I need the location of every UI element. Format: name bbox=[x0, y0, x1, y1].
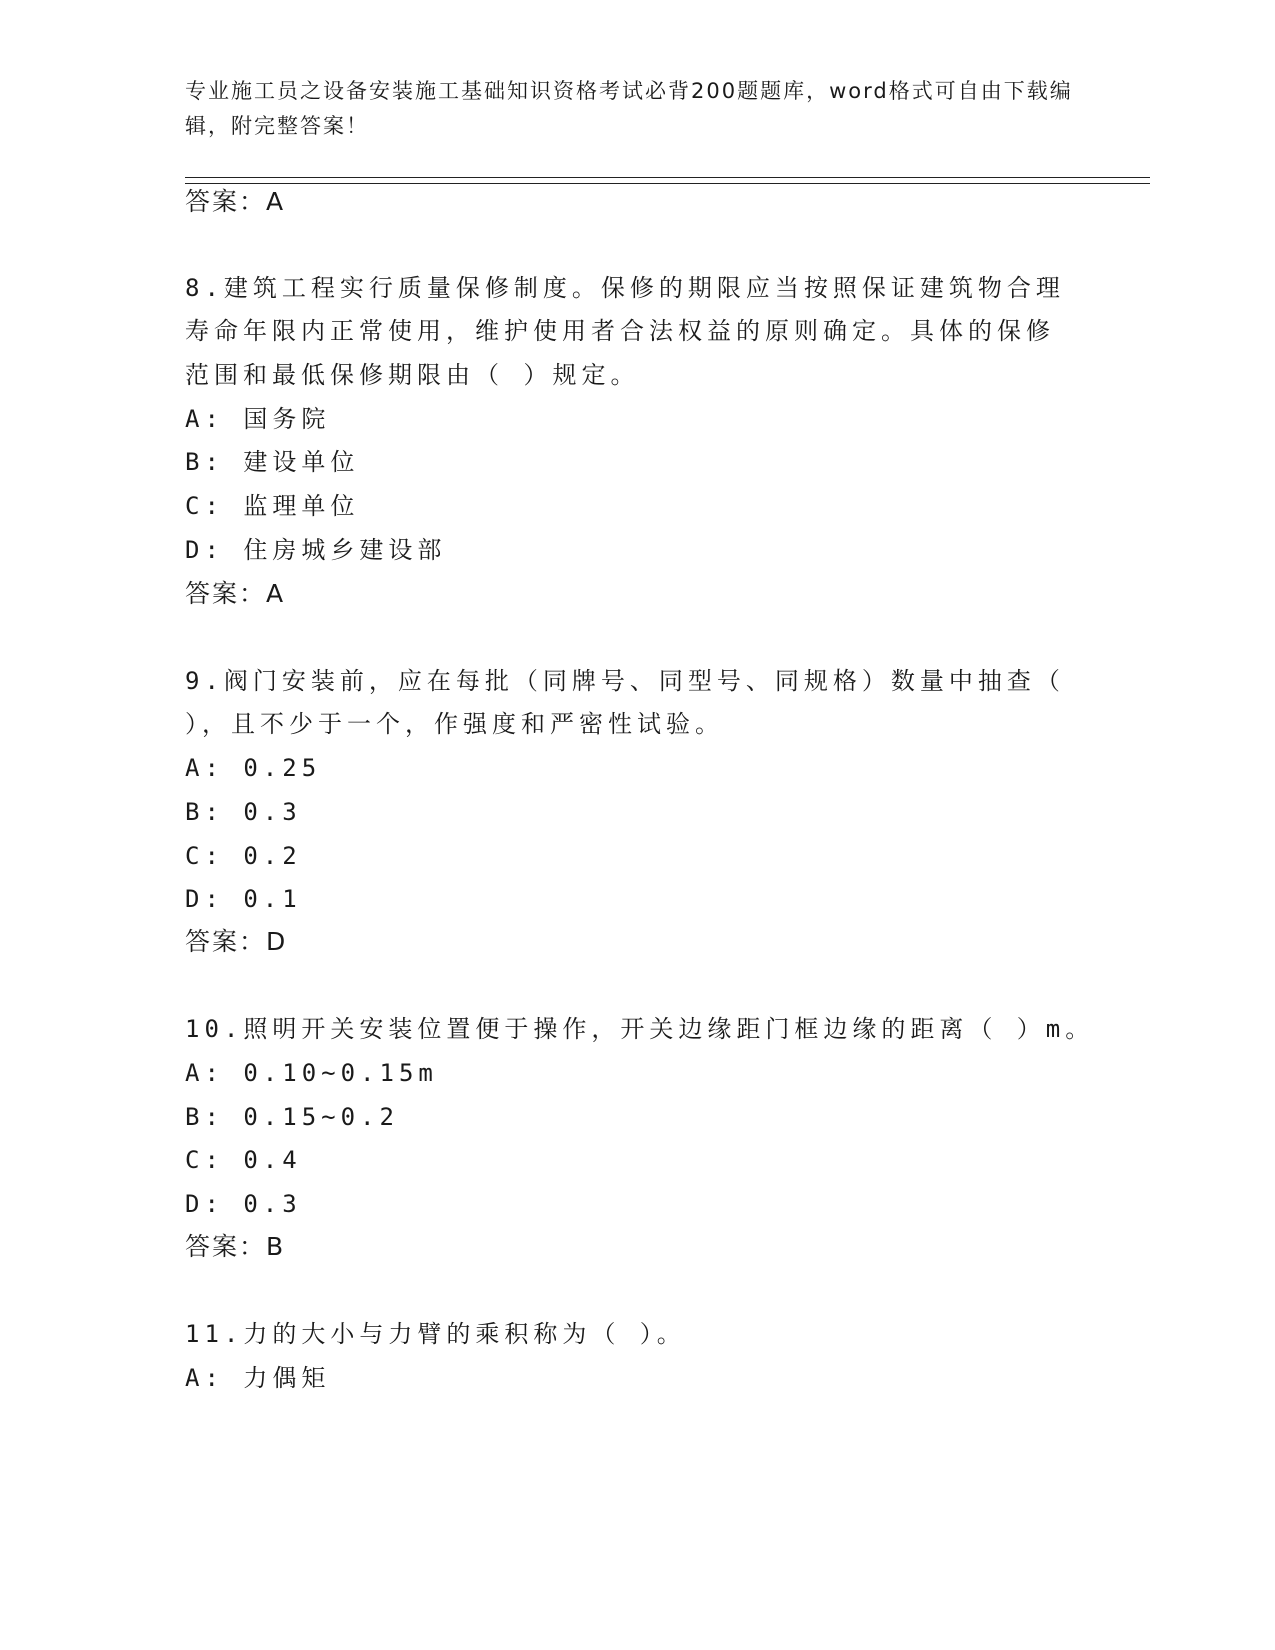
header-rule-top bbox=[185, 177, 1150, 178]
option-c: C: 0.4 bbox=[185, 1146, 302, 1174]
option-d: D: 0.3 bbox=[185, 1190, 302, 1218]
question-text-line: 范围和最低保修期限由（ ）规定。 bbox=[185, 361, 640, 389]
question-text-line: 10.照明开关安装位置便于操作，开关边缘距门框边缘的距离（ ）m。 bbox=[185, 1015, 1095, 1043]
answer-line: 答案：D bbox=[185, 927, 288, 956]
question-text-line: 11.力的大小与力臂的乘积称为（ ）。 bbox=[185, 1320, 686, 1348]
question-text-line: ），且不少于一个，作强度和严密性试验。 bbox=[185, 710, 724, 738]
option-a: A: 0.25 bbox=[185, 754, 322, 782]
option-a: A: 0.10~0.15m bbox=[185, 1059, 438, 1087]
option-b: B: 0.3 bbox=[185, 798, 302, 826]
question-text-line: 8.建筑工程实行质量保修制度。保修的期限应当按照保证建筑物合理 bbox=[185, 274, 1065, 302]
question-text-line: 9.阀门安装前，应在每批（同牌号、同型号、同规格）数量中抽查（ bbox=[185, 667, 1065, 695]
answer-line: 答案：A bbox=[185, 579, 286, 608]
option-a: A: 力偶矩 bbox=[185, 1364, 331, 1392]
option-b: B: 0.15~0.2 bbox=[185, 1103, 399, 1131]
option-b: B: 建设单位 bbox=[185, 448, 360, 476]
option-a: A: 国务院 bbox=[185, 405, 331, 433]
answer-line: 答案：A bbox=[185, 187, 286, 216]
question-text-line: 寿命年限内正常使用，维护使用者合法权益的原则确定。具体的保修 bbox=[185, 317, 1055, 345]
option-c: C: 监理单位 bbox=[185, 492, 360, 520]
option-d: D: 0.1 bbox=[185, 885, 302, 913]
header-rule-bottom bbox=[185, 183, 1150, 184]
document-header: 专业施工员之设备安装施工基础知识资格考试必背200题题库，word格式可自由下载编辑，附完整答案！ bbox=[185, 79, 1073, 138]
option-c: C: 0.2 bbox=[185, 842, 302, 870]
answer-line: 答案：B bbox=[185, 1232, 286, 1261]
option-d: D: 住房城乡建设部 bbox=[185, 536, 447, 564]
